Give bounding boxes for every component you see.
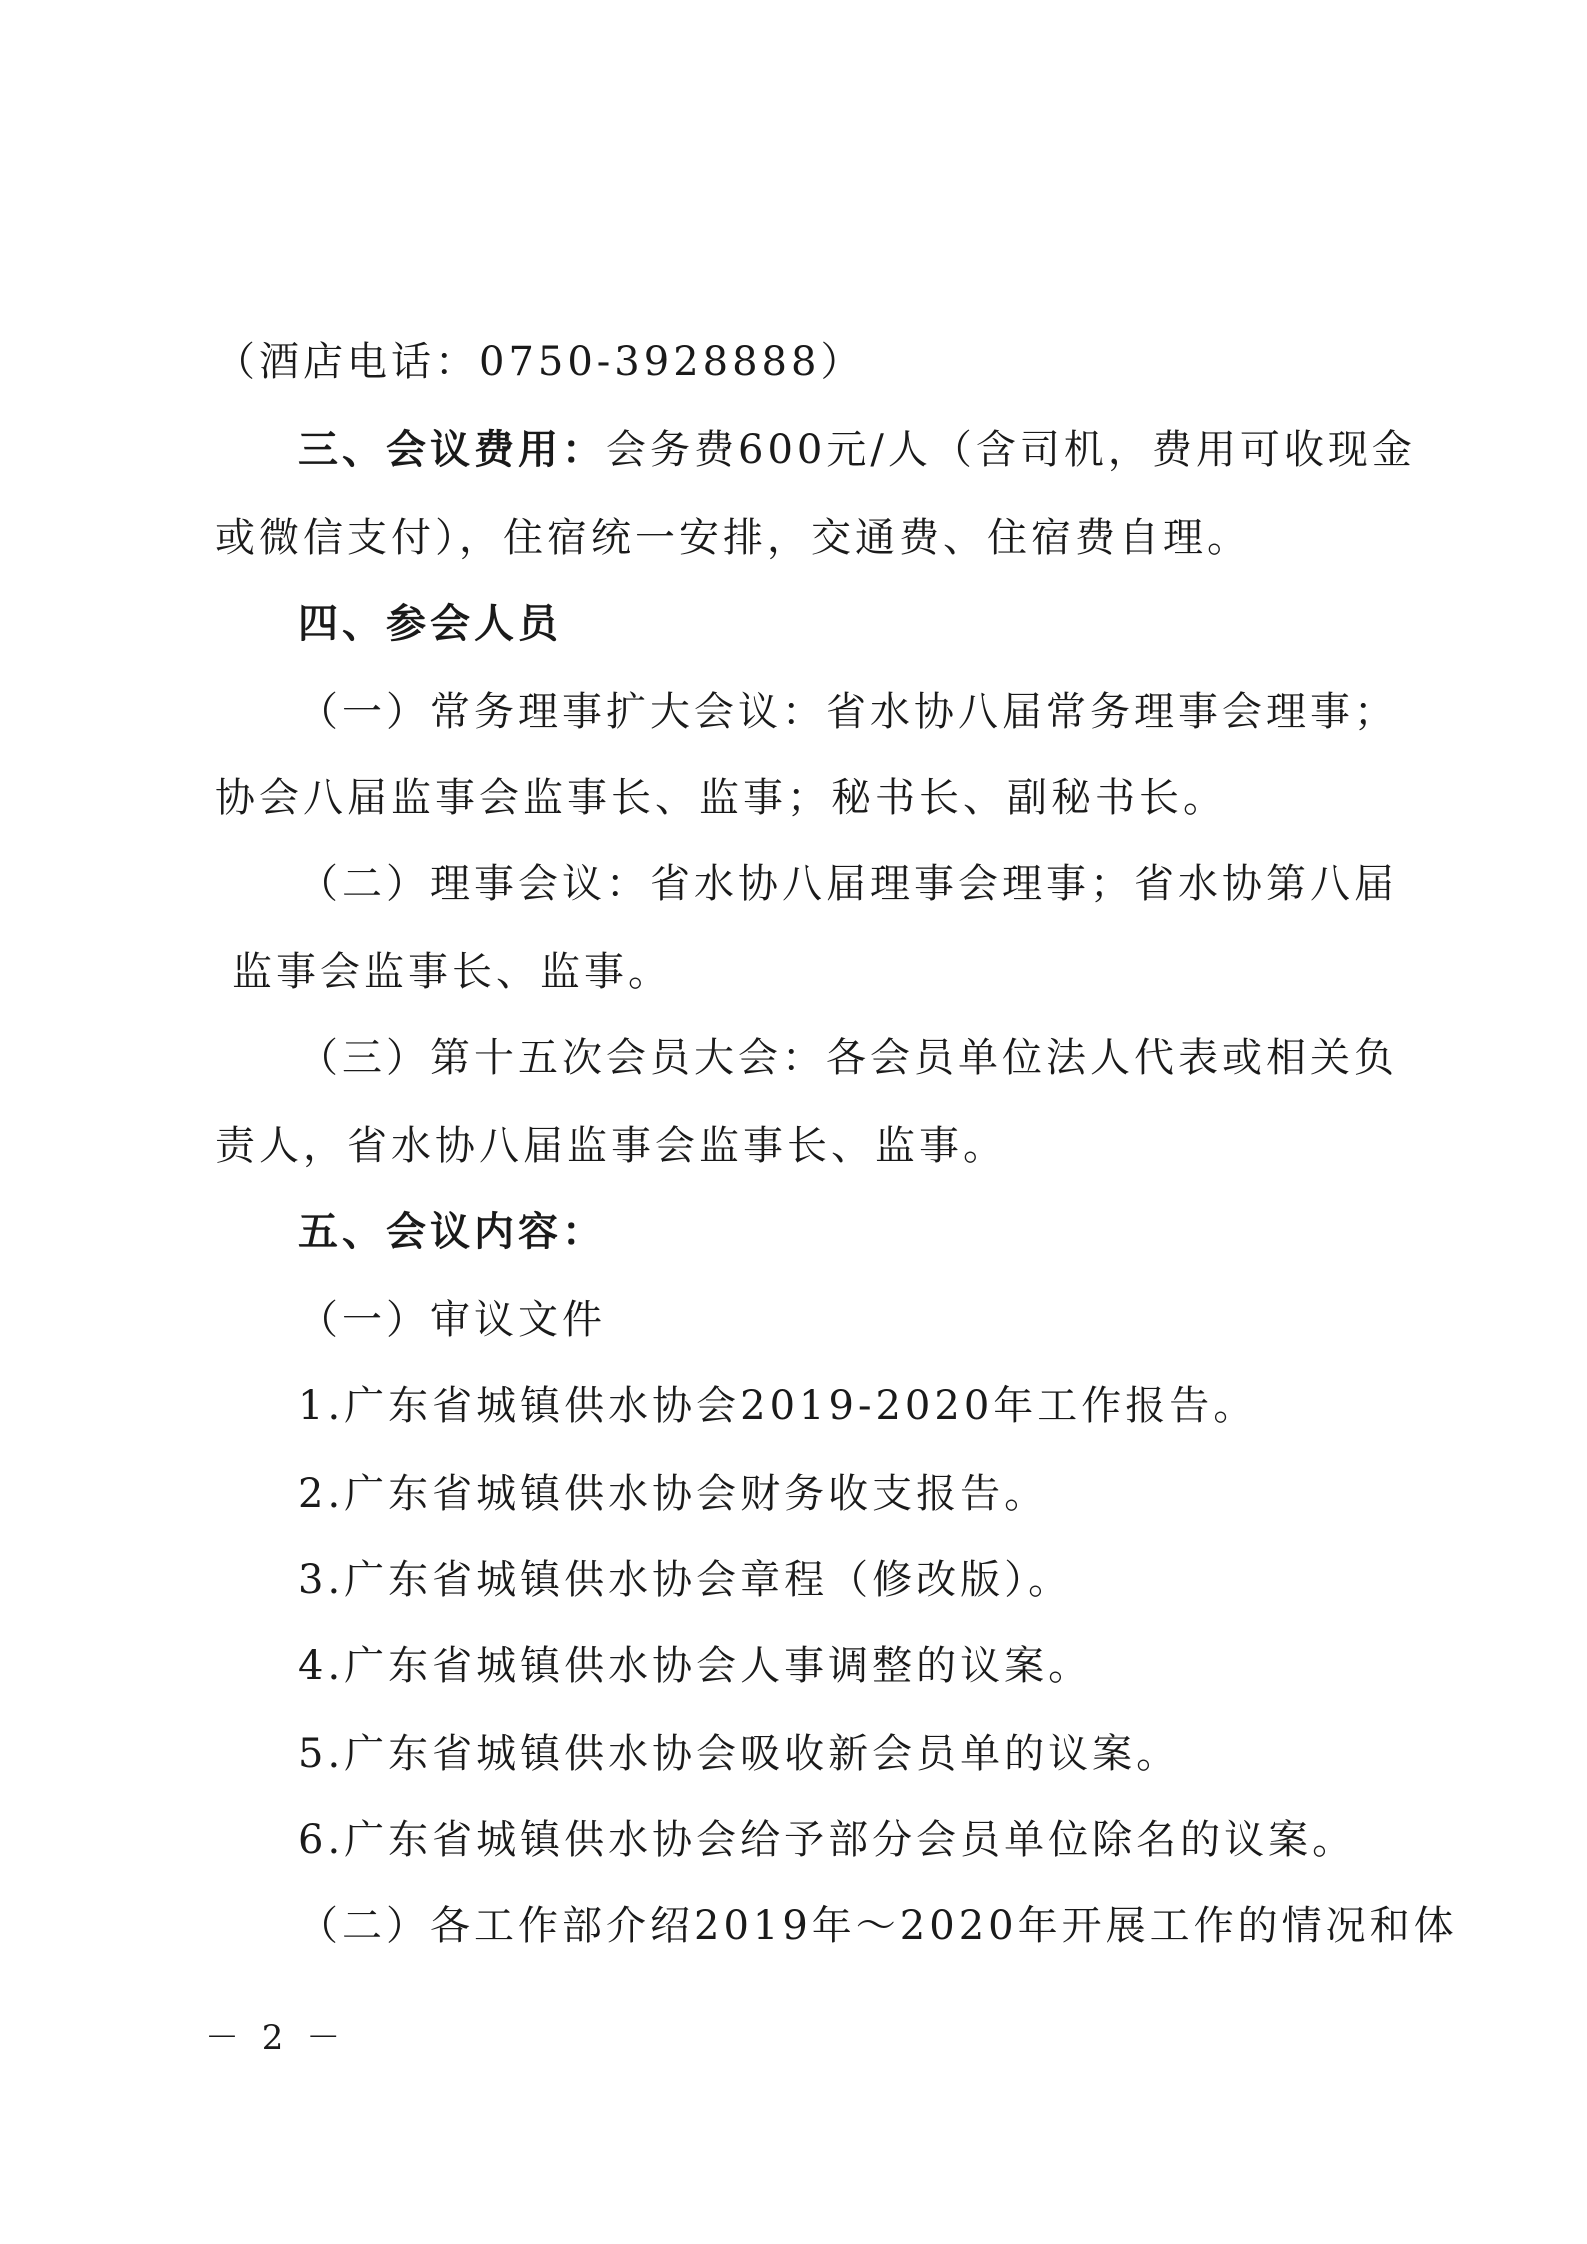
document-item-2: 2.广东省城镇供水协会财务收支报告。 xyxy=(298,1471,1049,1517)
section-5-subsection-1: （一）审议文件 xyxy=(298,1297,606,1343)
section-5-heading: 五、会议内容： xyxy=(298,1209,606,1255)
section-4-item-1-continuation: 协会八届监事会监事长、监事；秘书长、副秘书长。 xyxy=(215,775,1227,821)
section-4-item-1: （一）常务理事扩大会议：省水协八届常务理事会理事； xyxy=(298,689,1398,735)
hotel-phone-line: （酒店电话：0750-3928888） xyxy=(215,339,865,385)
section-4-item-3: （三）第十五次会员大会：各会员单位法人代表或相关负 xyxy=(298,1035,1398,1081)
section-3-heading: 三、会议费用： xyxy=(298,427,606,473)
section-4-heading: 四、参会人员 xyxy=(298,601,562,647)
document-item-1: 1.广东省城镇供水协会2019-2020年工作报告。 xyxy=(298,1383,1258,1429)
section-4-item-3-continuation: 责人，省水协八届监事会监事长、监事。 xyxy=(215,1123,1007,1169)
section-3-text: 会务费600元/人（含司机，费用可收现金 xyxy=(606,427,1416,473)
section-4-item-2-continuation: 监事会监事长、监事。 xyxy=(232,949,672,995)
section-3-line xyxy=(298,427,1416,473)
document-item-4: 4.广东省城镇供水协会人事调整的议案。 xyxy=(298,1643,1093,1689)
page-number: － 2 － xyxy=(205,2018,347,2058)
section-3-continuation: 或微信支付），住宿统一安排，交通费、住宿费自理。 xyxy=(215,515,1251,561)
document-item-3: 3.广东省城镇供水协会章程（修改版）。 xyxy=(298,1557,1073,1603)
section-5-subsection-2: （二）各工作部介绍2019年～2020年开展工作的情况和体 xyxy=(298,1903,1458,1949)
section-4-item-2: （二）理事会议：省水协八届理事会理事；省水协第八届 xyxy=(298,861,1398,907)
document-item-6: 6.广东省城镇供水协会给予部分会员单位除名的议案。 xyxy=(298,1817,1357,1863)
document-item-5: 5.广东省城镇供水协会吸收新会员单的议案。 xyxy=(298,1731,1181,1777)
